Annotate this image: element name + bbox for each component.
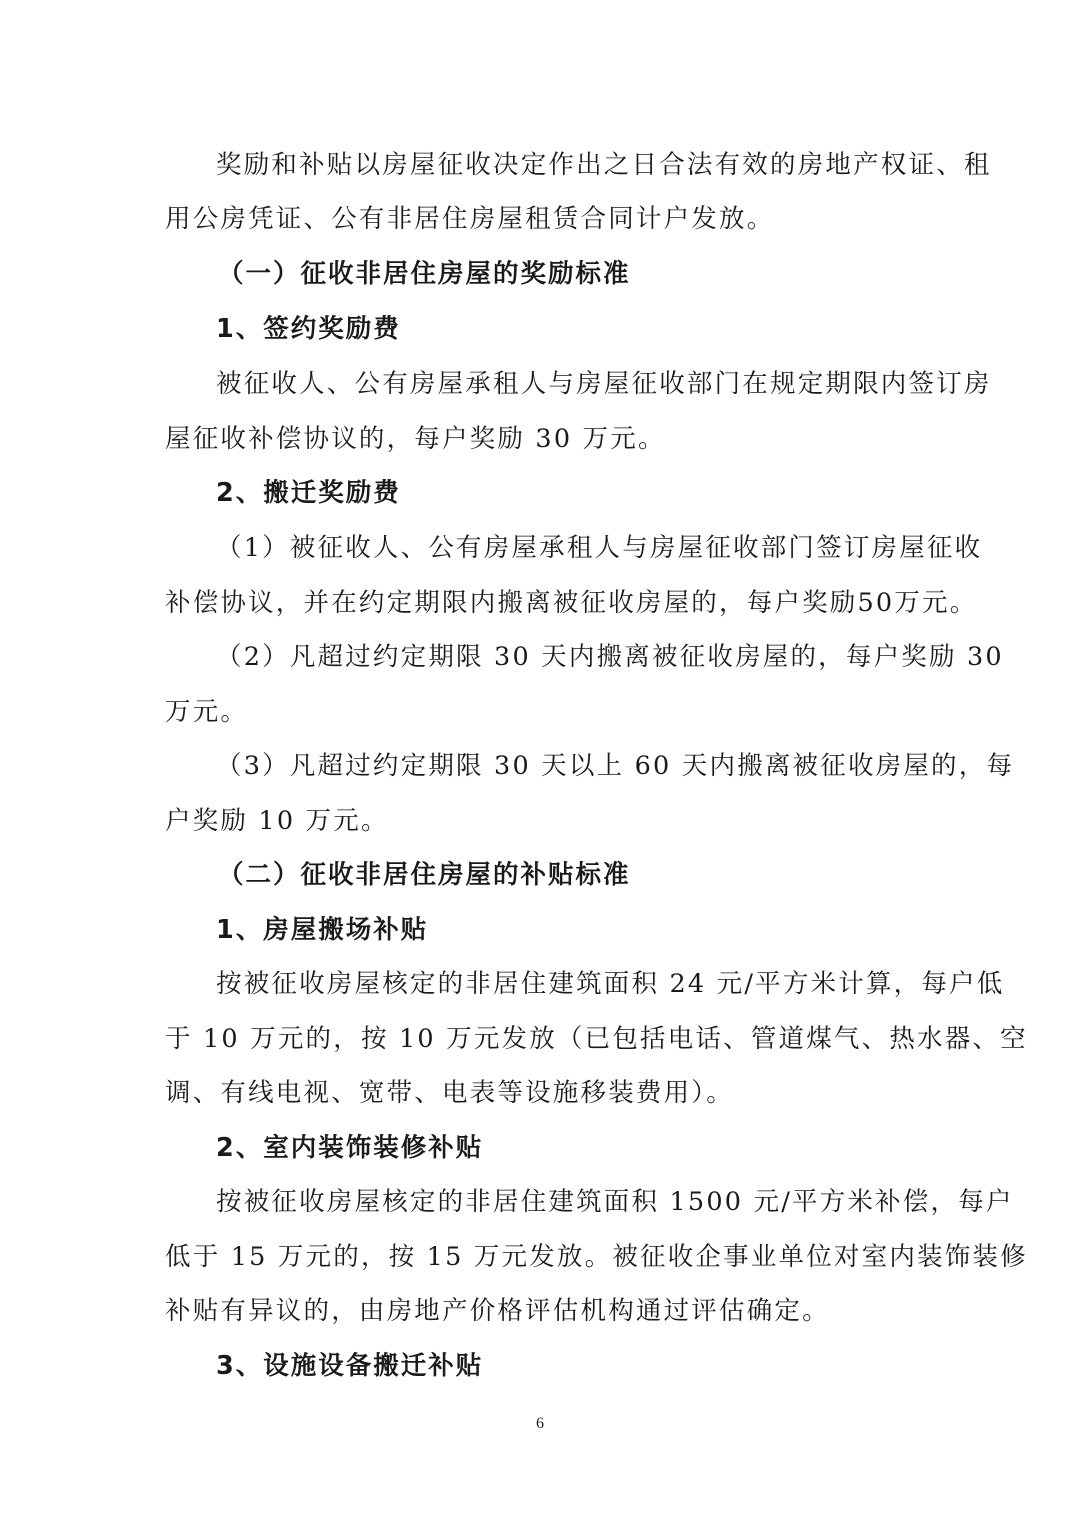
- paragraph-line: 被征收人、公有房屋承租人与房屋征收部门在规定期限内签订房: [216, 369, 992, 399]
- paragraph-line: 户奖励 10 万元。: [165, 806, 389, 836]
- paragraph-line: 屋征收补偿协议的，每户奖励 30 万元。: [165, 424, 666, 454]
- subsection-heading: 2、室内装饰装修补贴: [216, 1133, 484, 1163]
- paragraph-line: 万元。: [165, 697, 249, 727]
- section-heading: （二）征收非居住房屋的补贴标准: [218, 860, 631, 890]
- paragraph-line: 补偿协议，并在约定期限内搬离被征收房屋的，每户奖励50万元。: [165, 588, 978, 618]
- subsection-heading: 3、设施设备搬迁补贴: [216, 1351, 484, 1381]
- paragraph-line: 按被征收房屋核定的非居住建筑面积 1500 元/平方米补偿，每户: [216, 1187, 1014, 1217]
- paragraph-line: 奖励和补贴以房屋征收决定作出之日合法有效的房地产权证、租: [216, 150, 992, 180]
- page-number: 6: [536, 1415, 544, 1432]
- paragraph-line: 于 10 万元的，按 10 万元发放（已包括电话、管道煤气、热水器、空: [165, 1024, 1028, 1054]
- paragraph-line: （3）凡超过约定期限 30 天以上 60 天内搬离被征收房屋的，每: [216, 751, 1015, 781]
- subsection-heading: 1、签约奖励费: [216, 314, 401, 344]
- paragraph-line: 用公房凭证、公有非居住房屋租赁合同计户发放。: [165, 204, 775, 234]
- paragraph-line: （2）凡超过约定期限 30 天内搬离被征收房屋的，每户奖励 30: [216, 642, 1004, 672]
- paragraph-line: 按被征收房屋核定的非居住建筑面积 24 元/平方米计算，每户低: [216, 969, 1005, 999]
- paragraph-line: 补贴有异议的，由房地产价格评估机构通过评估确定。: [165, 1296, 830, 1326]
- paragraph-line: 低于 15 万元的，按 15 万元发放。被征收企事业单位对室内装饰装修: [165, 1242, 1028, 1272]
- section-heading: （一）征收非居住房屋的奖励标准: [218, 259, 631, 289]
- subsection-heading: 2、搬迁奖励费: [216, 478, 401, 508]
- subsection-heading: 1、房屋搬场补贴: [216, 915, 429, 945]
- paragraph-line: （1）被征收人、公有房屋承租人与房屋征收部门签订房屋征收: [216, 533, 983, 563]
- paragraph-line: 调、有线电视、宽带、电表等设施移装费用）。: [165, 1078, 734, 1108]
